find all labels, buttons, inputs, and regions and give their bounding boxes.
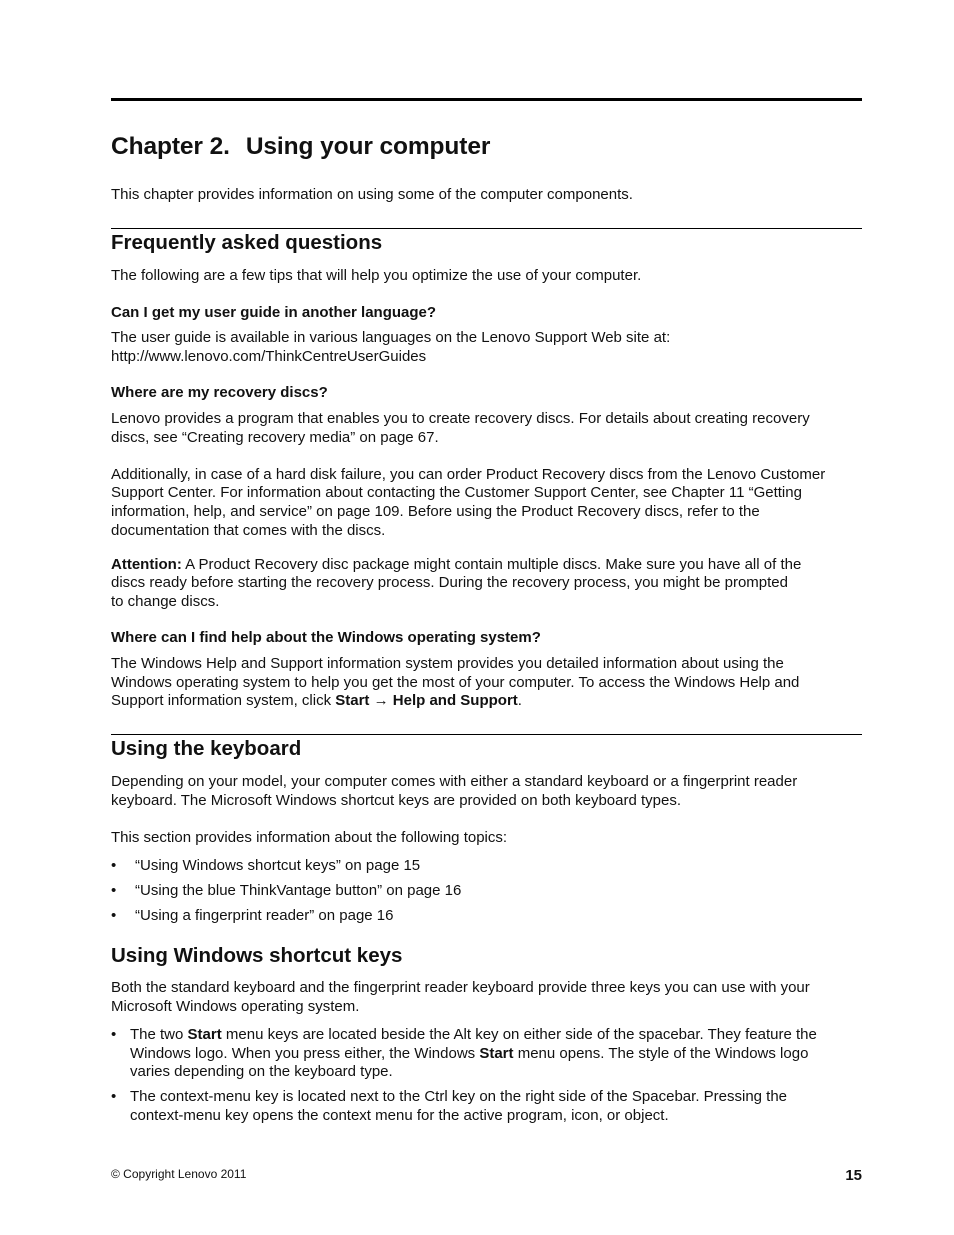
bullet-icon: •	[111, 1088, 117, 1105]
keyboard-heading: Using the keyboard	[111, 737, 302, 760]
bullet-icon: •	[111, 907, 117, 924]
arrow-icon: →	[373, 692, 389, 709]
chapter-rule	[111, 98, 862, 101]
attention-note-line: discs ready before starting the recovery process. During the recovery process, you might be prompted	[111, 574, 788, 591]
bullet-icon: •	[111, 857, 117, 874]
topic-link[interactable]: “Using the blue ThinkVantage button” on page 16	[135, 882, 462, 899]
shortcut-item-line: The two Start menu keys are located beside the Alt key on either side of the spacebar. They feature the	[130, 1026, 817, 1043]
chapter-title-text: Using your computer	[245, 133, 491, 160]
chapter-intro: This chapter provides information on using some of the computer components.	[111, 186, 633, 203]
shortcut-item-line: The context-menu key is located next to the Ctrl key on the right side of the Spacebar. Pressing the	[130, 1088, 788, 1105]
shortcuts-intro-line: Microsoft Windows operating system.	[111, 998, 360, 1015]
section-rule-faq	[111, 228, 862, 229]
chapter-label: Chapter 2.	[111, 133, 230, 160]
keyboard-para-line: keyboard. The Microsoft Windows shortcut keys are provided on both keyboard types.	[111, 792, 682, 809]
faq-q2-para1-line: Lenovo provides a program that enables you to create recovery discs. For details about creating recovery	[111, 410, 810, 427]
faq-q2-para2-line: information, help, and service” on page 109. Before using the Product Recovery discs, refer to the	[111, 503, 760, 520]
faq-q3-answer-line: Support information system, click Start → Help and Support.	[111, 692, 522, 709]
faq-q1-link: http://www.lenovo.com/ThinkCentreUserGuides	[111, 348, 427, 365]
attention-note-line: to change discs.	[111, 593, 220, 610]
faq-q1-question: Can I get my user guide in another language?	[111, 304, 437, 321]
keyboard-topics-intro: This section provides information about the following topics:	[111, 829, 508, 846]
footer-copyright: © Copyright Lenovo 2011	[111, 1167, 247, 1181]
faq-q3-question: Where can I find help about the Windows operating system?	[111, 629, 541, 646]
attention-label: Attention:	[111, 556, 182, 573]
shortcut-item-line: varies depending on the keyboard type.	[130, 1063, 393, 1080]
shortcuts-heading: Using Windows shortcut keys	[111, 944, 403, 967]
faq-q2-question: Where are my recovery discs?	[111, 384, 328, 401]
faq-q2-para1-line: discs, see “Creating recovery media” on page 67.	[111, 429, 439, 446]
faq-q3-answer-line: The Windows Help and Support information system provides you detailed information about using the	[111, 655, 784, 672]
faq-q2-para2-line: Additionally, in case of a hard disk failure, you can order Product Recovery discs from the Lenovo Customer	[111, 466, 826, 483]
faq-intro: The following are a few tips that will help you optimize the use of your computer.	[111, 267, 642, 284]
page-number: 15	[845, 1167, 862, 1184]
faq-q2-para2-line: documentation that comes with the discs.	[111, 522, 386, 539]
shortcut-item-line: Windows logo. When you press either, the Windows Start menu opens. The style of the Windows logo	[130, 1045, 809, 1062]
shortcut-item-line: context-menu key opens the context menu for the active program, icon, or object.	[130, 1107, 669, 1124]
shortcuts-intro-line: Both the standard keyboard and the fingerprint reader keyboard provide three keys you can use with your	[111, 979, 810, 996]
topic-link[interactable]: “Using a fingerprint reader” on page 16	[135, 907, 394, 924]
bullet-icon: •	[111, 1026, 117, 1043]
faq-q1-answer-line: The user guide is available in various languages on the Lenovo Support Web site at:	[111, 329, 671, 346]
faq-q2-para2-line: Support Center. For information about contacting the Customer Support Center, see Chapter 11 “Getting	[111, 484, 802, 501]
topic-link[interactable]: “Using Windows shortcut keys” on page 15	[135, 857, 421, 874]
attention-note-line: Attention: A Product Recovery disc package might contain multiple discs. Make sure you have all of the	[111, 556, 802, 573]
keyboard-para-line: Depending on your model, your computer comes with either a standard keyboard or a fingerprint reader	[111, 773, 798, 790]
chapter-title	[111, 133, 490, 161]
help-and-support-ref: Help and Support	[392, 692, 518, 709]
faq-q3-answer-line: Windows operating system to help you get the most of your computer. To access the Windows Help and	[111, 674, 800, 691]
start-menu-ref: Start	[335, 692, 370, 709]
section-rule-keyboard	[111, 734, 862, 735]
faq-heading: Frequently asked questions	[111, 231, 383, 254]
bullet-icon: •	[111, 882, 117, 899]
